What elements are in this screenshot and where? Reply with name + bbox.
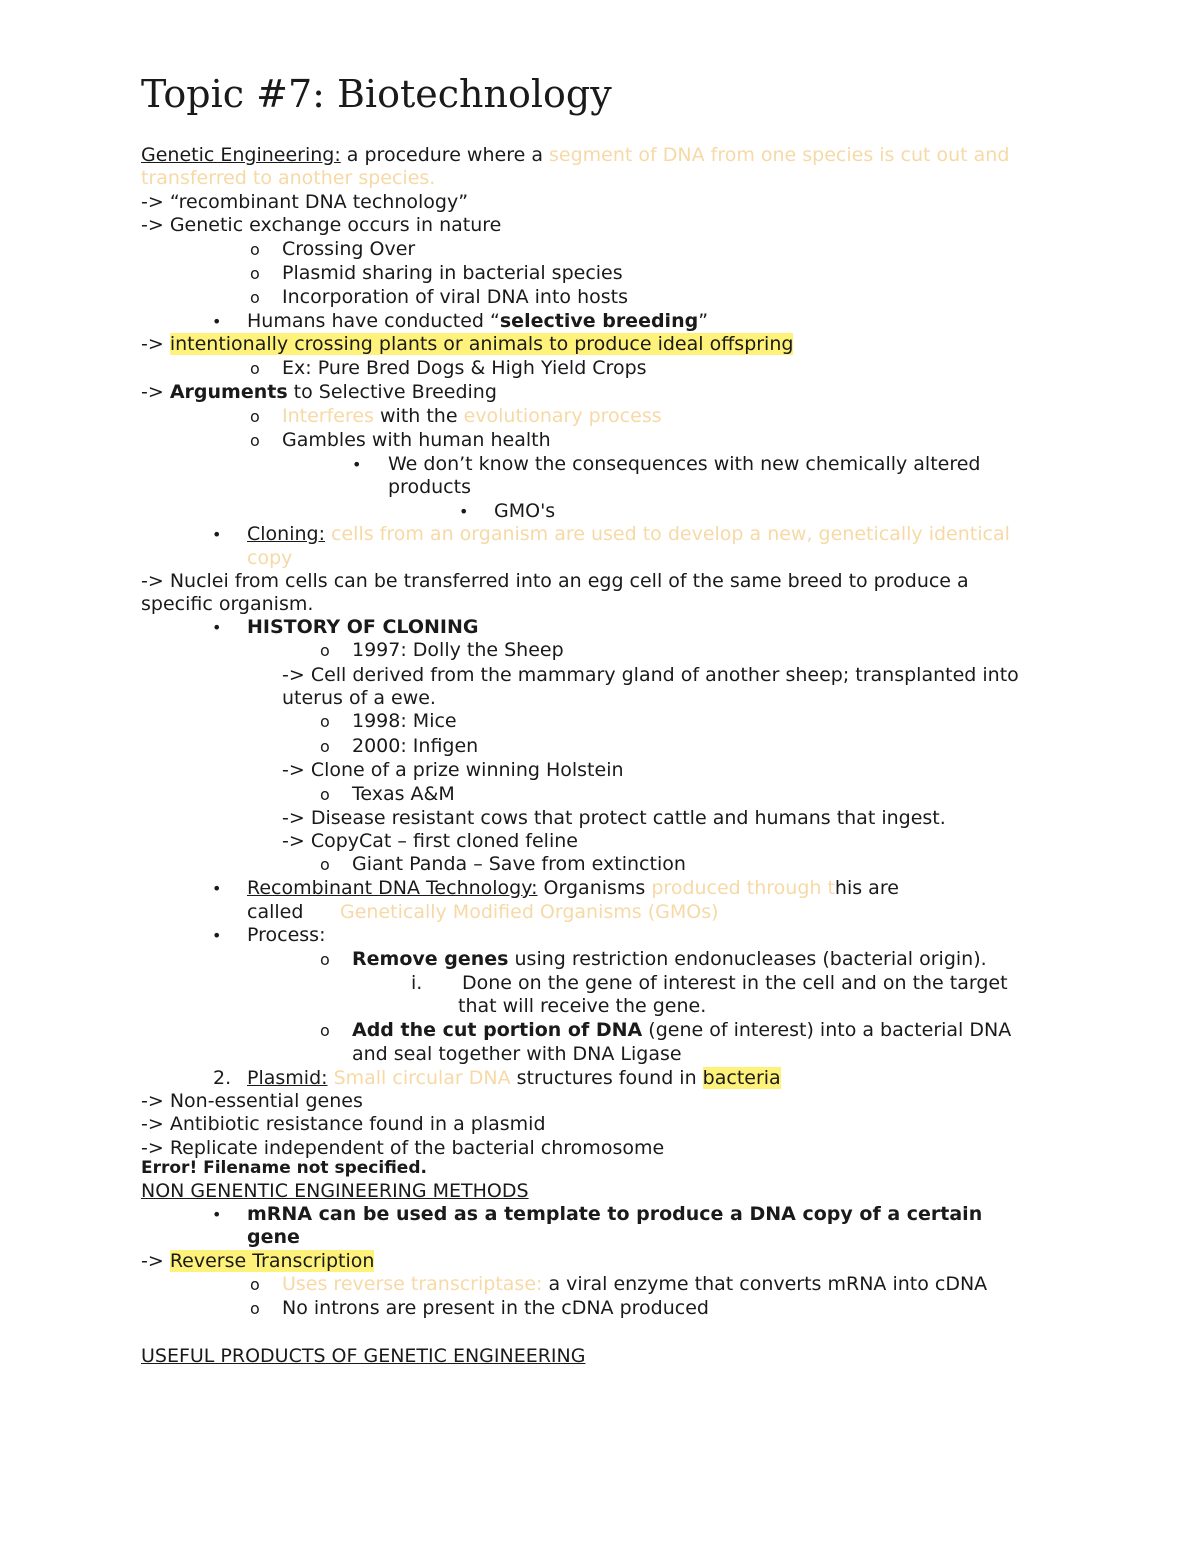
interferes-process: evolutionary process [463, 405, 662, 427]
mrna-item: mRNA can be used as a template to produce a DNA copy of a certain [247, 1203, 983, 1225]
bullet-icon: • [212, 1205, 222, 1224]
list-item-plasmid-sharing: Plasmid sharing in bacterial species [282, 262, 623, 284]
done-on-gene-item-cont: that will receive the gene. [458, 995, 707, 1017]
arguments-line [141, 381, 497, 404]
circle-bullet: o [320, 712, 330, 731]
mice-item: 1998: Mice [352, 710, 457, 732]
uses-reverse-transcriptase-item [282, 1273, 987, 1296]
reverse-transcription-highlight: Reverse Transcription [169, 1250, 375, 1272]
history-heading: HISTORY OF CLONING [247, 616, 479, 638]
plasmid-term: Plasmid: [247, 1067, 328, 1089]
arguments-rest: to Selective Breeding [287, 381, 497, 403]
plasmid-line [247, 1067, 781, 1090]
circle-bullet: o [250, 431, 260, 450]
gmos-item: GMO's [494, 500, 556, 522]
circle-bullet: o [320, 785, 330, 804]
panda-item: Giant Panda – Save from extinction [352, 853, 686, 875]
genetic-engineering-text: a procedure where a [340, 144, 550, 166]
dont-know-item: We don’t know the consequences with new chemically altered [388, 453, 981, 475]
remove-genes-bold: Remove genes [352, 948, 509, 970]
section-heading-useful-products: USEFUL PRODUCTS OF GENETIC ENGINEERING [141, 1345, 586, 1367]
mrna-item-cont: gene [247, 1226, 300, 1248]
gambles-item: Gambles with human health [282, 429, 551, 451]
circle-bullet: o [250, 407, 260, 426]
gmo-term: Genetically Modified Organisms (GMOs) [340, 901, 719, 923]
antibiotic-note: -> Antibiotic resistance found in a plasmid [141, 1113, 546, 1135]
recombinant-dna-line [247, 877, 899, 900]
reverse-transcriptase-term: Uses reverse transcriptase: [282, 1273, 543, 1295]
circle-bullet: o [250, 1275, 260, 1294]
circle-bullet: o [250, 359, 260, 378]
section-heading-non-genetic: NON GENENTIC ENGINEERING METHODS [141, 1180, 529, 1202]
circle-bullet: o [320, 855, 330, 874]
arrow-prefix: -> [141, 333, 170, 355]
cloning-definition-cont: copy [247, 547, 293, 569]
add-cut-portion-rest: (gene of interest) into a bacterial DNA [642, 1019, 1012, 1041]
circle-bullet: o [250, 1299, 260, 1318]
process-item: Process: [247, 924, 326, 946]
cell-derived-note-cont: uterus of a ewe. [282, 687, 436, 709]
cloning-line [247, 523, 1010, 546]
intentionally-crossing-line [141, 333, 793, 356]
reverse-transcription-line [141, 1250, 374, 1273]
numbered-marker: 2. [213, 1067, 232, 1089]
interferes-mid: with the [373, 405, 464, 427]
cloning-definition: cells from an organism are used to develop a new, genetically identical [325, 523, 1010, 545]
called-word: called [247, 901, 304, 923]
dont-know-item-cont: products [388, 476, 471, 498]
copycat-note: -> CopyCat – first cloned feline [282, 830, 578, 852]
circle-bullet: o [320, 641, 330, 660]
example-item: Ex: Pure Bred Dogs & High Yield Crops [282, 357, 647, 379]
genetic-engineering-definition-cont: transferred to another species. [141, 167, 436, 189]
bullet-icon: • [212, 312, 222, 331]
circle-bullet: o [250, 240, 260, 259]
nuclei-note-cont: specific organism. [141, 593, 314, 615]
holstein-note: -> Clone of a prize winning Holstein [282, 759, 624, 781]
remove-genes-item [352, 948, 987, 971]
cloning-term: Cloning: [247, 523, 325, 545]
error-message: Error! Filename not specified. [141, 1158, 427, 1178]
reverse-transcriptase-definition: a viral enzyme that converts mRNA into cDNA [542, 1273, 988, 1295]
nuclei-note: -> Nuclei from cells can be transferred into an egg cell of the same breed to produce a [141, 570, 969, 592]
circle-bullet: o [320, 1021, 330, 1040]
circle-bullet: o [320, 950, 330, 969]
arrow-prefix: -> [141, 381, 170, 403]
recombinant-dna-faded: produced through t [651, 877, 835, 899]
interferes-item [282, 405, 662, 428]
genetic-engineering-definition: segment of DNA from one species is cut out and [549, 144, 1010, 166]
selective-breeding-post: ” [698, 310, 709, 332]
bullet-icon: • [212, 926, 222, 945]
no-introns-item: No introns are present in the cDNA produced [282, 1297, 709, 1319]
recombinant-dna-term: Recombinant DNA Technology: [247, 877, 538, 899]
circle-bullet: o [250, 288, 260, 307]
arrow-prefix: -> [141, 1250, 170, 1272]
remove-genes-rest: using restriction endonucleases (bacterial origin). [508, 948, 987, 970]
non-essential-note: -> Non-essential genes [141, 1090, 363, 1112]
add-cut-portion-item-cont: and seal together with DNA Ligase [352, 1043, 682, 1065]
roman-numeral-marker: i. [411, 972, 423, 994]
cell-derived-note: -> Cell derived from the mammary gland of another sheep; transplanted into [282, 664, 1019, 686]
infigen-item: 2000: Infigen [352, 735, 479, 757]
recombinant-dna-text: Organisms [537, 877, 652, 899]
genetic-engineering-term: Genetic Engineering: [141, 144, 341, 166]
bullet-icon: • [212, 525, 222, 544]
bullet-icon: • [212, 618, 222, 637]
add-cut-portion-item [352, 1019, 1011, 1042]
recombinant-dna-text-end: his are [834, 877, 899, 899]
selective-breeding-bold: selective breeding [499, 310, 699, 332]
genetic-engineering-line [141, 144, 1009, 167]
genetic-exchange-note: -> Genetic exchange occurs in nature [141, 214, 502, 236]
plasmid-definition: Small circular DNA [327, 1067, 511, 1089]
interferes-word: Interferes [282, 405, 374, 427]
circle-bullet: o [320, 737, 330, 756]
disease-note: -> Disease resistant cows that protect cattle and humans that ingest. [282, 807, 946, 829]
list-item-crossing-over: Crossing Over [282, 238, 416, 260]
arguments-bold: Arguments [169, 381, 288, 403]
selective-breeding-line [247, 310, 708, 333]
highlighted-definition: intentionally crossing plants or animals to produce ideal offspring [169, 333, 794, 355]
bullet-icon: • [459, 502, 469, 521]
circle-bullet: o [250, 264, 260, 283]
plasmid-text: structures found in [510, 1067, 703, 1089]
texas-item: Texas A&M [352, 783, 455, 805]
done-on-gene-item: Done on the gene of interest in the cell and on the target [462, 972, 1008, 994]
replicate-note: -> Replicate independent of the bacterial chromosome [141, 1137, 665, 1159]
add-cut-portion-bold: Add the cut portion of DNA [352, 1019, 643, 1041]
dolly-item: 1997: Dolly the Sheep [352, 639, 564, 661]
bullet-icon: • [212, 879, 222, 898]
list-item-viral-dna: Incorporation of viral DNA into hosts [282, 286, 628, 308]
recombinant-note: -> “recombinant DNA technology” [141, 191, 469, 213]
page-title: Topic #7: Biotechnology [141, 72, 612, 116]
bullet-icon: • [352, 455, 362, 474]
selective-breeding-pre: Humans have conducted “ [247, 310, 500, 332]
bacteria-highlight: bacteria [702, 1067, 781, 1089]
